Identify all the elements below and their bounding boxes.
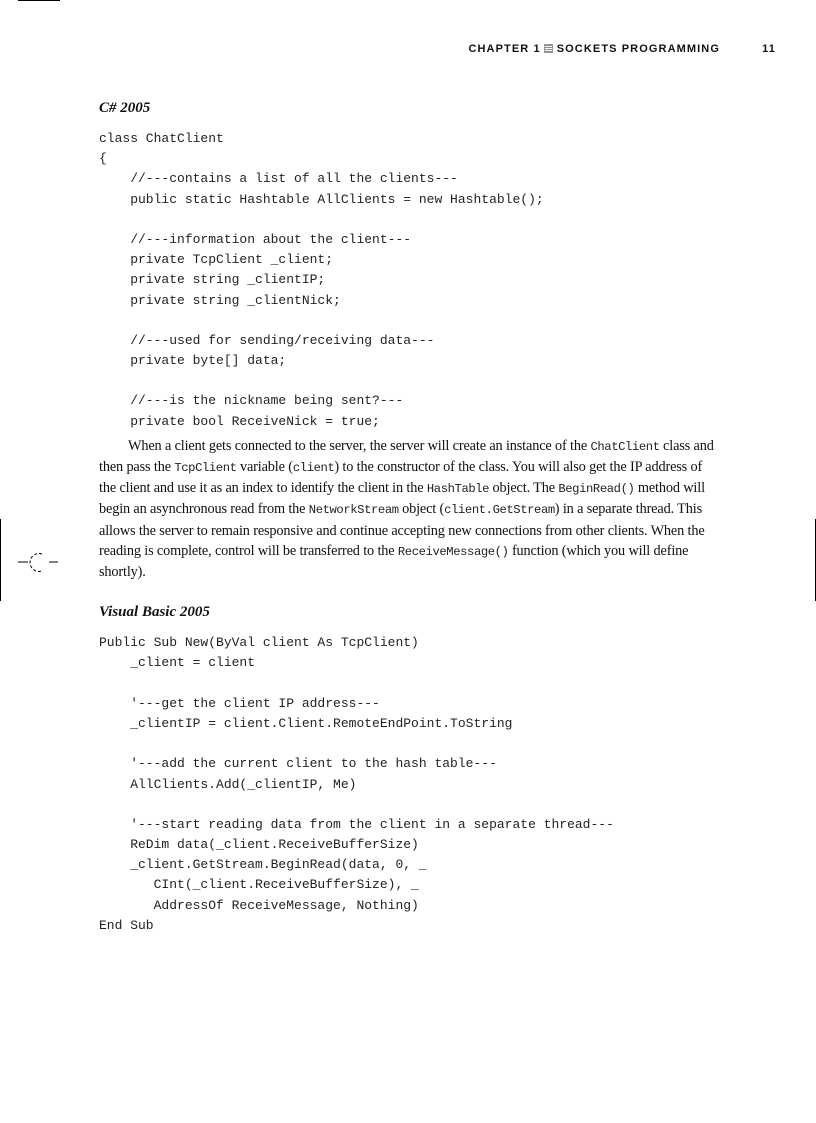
inline-code: HashTable [426,482,490,497]
code-line: //---information about the client--- [99,231,412,247]
code-line: //---is the nickname being sent?--- [99,393,404,409]
code-line: CInt(_client.ReceiveBufferSize), _ [99,877,419,893]
code-line [99,210,719,230]
text-run: object ( [398,501,445,518]
code-line: private bool ReceiveNick = true; [99,413,380,429]
csharp-code-block [99,129,719,432]
chapter-title [468,43,720,55]
code-line [99,371,719,391]
code-line: '---start reading data from the client in a separate thread--- [99,816,614,832]
text-run: class and then pass the [99,437,714,476]
code-line: End Sub [99,917,154,933]
code-line: { [99,151,107,167]
code-line: private string _clientIP; [99,272,326,288]
crop-mark-left [0,519,1,601]
code-line: AddressOf ReceiveMessage, Nothing) [99,897,419,913]
text-run: ) to the constructor of the class. You will also get the IP address of the client and use it as an index to identify the client in the [99,459,703,497]
running-head [440,43,776,59]
code-line: '---get the client IP address--- [99,695,380,711]
code-line: //---contains a list of all the clients--- [99,171,458,187]
page-number: 11 [762,43,776,55]
body-paragraph [99,436,719,582]
code-line: private byte[] data; [99,353,287,369]
code-line: AllClients.Add(_clientIP, Me) [99,776,357,792]
code-line: class ChatClient [99,131,224,146]
inline-code: ChatClient [590,439,660,454]
section-label: SOCKETS PROGRAMMING [556,43,720,55]
code-line: _client.GetStream.BeginRead(data, 0, _ [99,857,427,873]
code-line: public static Hashtable AllClients = new Hashtable(); [99,191,544,207]
code-line: private TcpClient _client; [99,252,334,268]
code-line: private string _clientNick; [99,292,341,308]
code-line: Public Sub New(ByVal client As TcpClient) [99,635,419,651]
text-run: When a client gets connected to the server, the server will create an instance of the [128,437,591,454]
inline-code: client [292,461,335,476]
code-line: //---used for sending/receiving data--- [99,332,435,348]
csharp-heading: C# 2005 [99,100,151,116]
chapter-label: CHAPTER 1 [468,43,541,55]
code-line [99,311,719,331]
vb-code-block [99,633,719,936]
text-run: method will begin an asynchronous read from the [99,480,705,518]
text-run: object. The [489,480,559,497]
code-line: _clientIP = client.Client.RemoteEndPoint.ToString [99,715,513,731]
page-content [99,99,719,936]
inline-code: TcpClient [174,461,237,476]
text-run: function (which you will define shortly). [99,542,689,581]
text-run: variable ( [236,459,293,476]
code-line [99,674,719,694]
code-line [99,734,719,754]
crop-mark-top [18,0,60,1]
code-line: ReDim data(_client.ReceiveBufferSize) [99,837,419,853]
vb-heading: Visual Basic 2005 [99,604,210,621]
registration-mark-icon [18,550,60,576]
text-run: ) in a separate thread. This allows the server to remain responsive and continue accepting new connections from other clients. When the reading is complete, control will be transferred to the [99,501,705,559]
separator-icon [544,44,553,53]
inline-code: NetworkStream [308,503,399,518]
code-line [99,795,719,815]
code-line: '---add the current client to the hash table--- [99,756,497,772]
inline-code: client.GetStream [444,503,555,518]
code-line: _client = client [99,655,256,671]
inline-code: BeginRead() [558,482,635,497]
inline-code: ReceiveMessage() [397,544,509,559]
